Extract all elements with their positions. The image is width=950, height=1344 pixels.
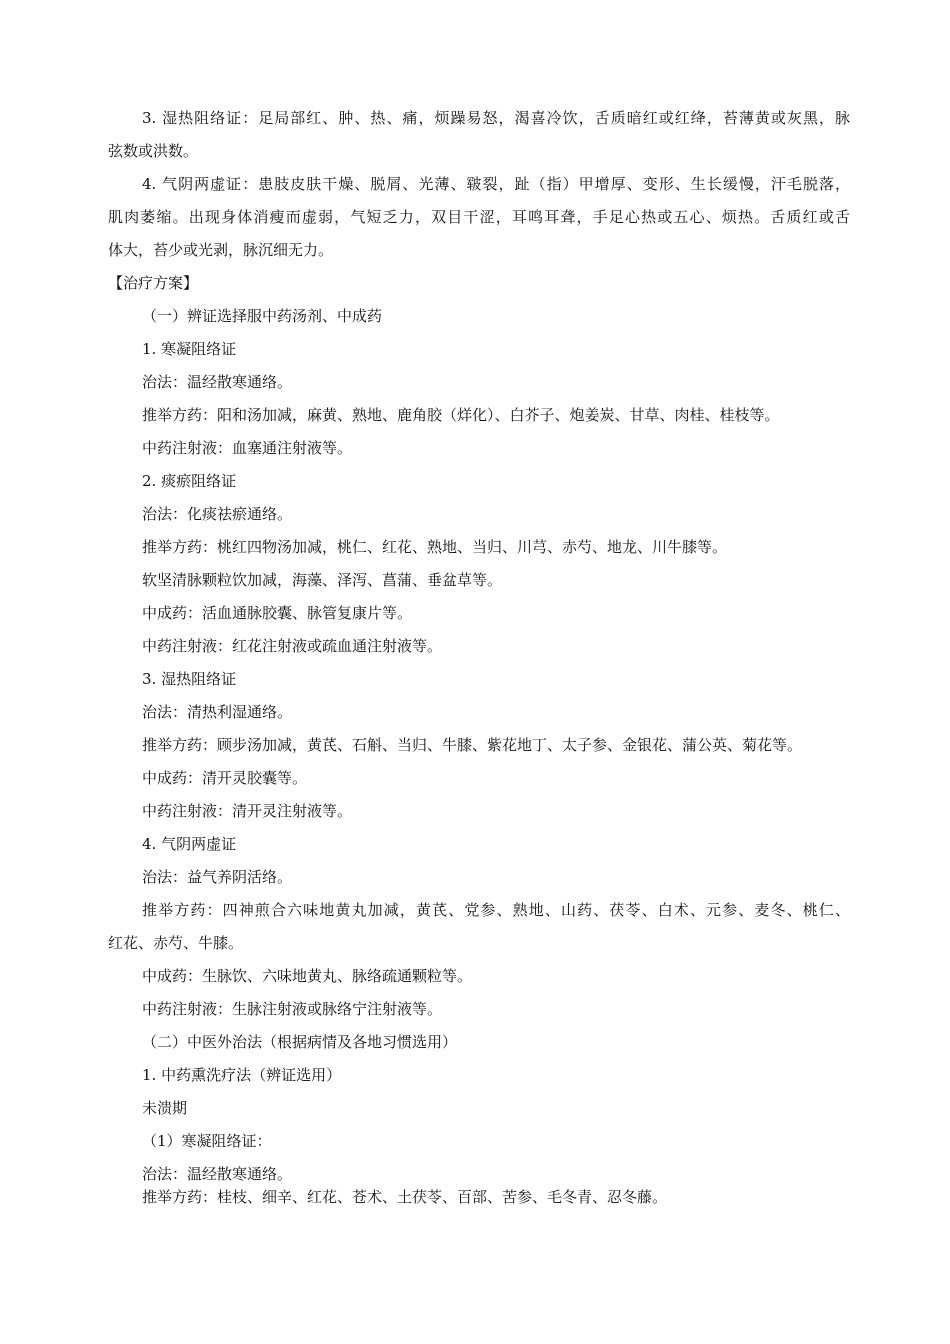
pattern-heading: （1）寒凝阻络证： — [142, 1132, 272, 1150]
pattern-heading: 2. 痰瘀阻络证 — [142, 472, 237, 490]
recommended-prescription: 推举方药：桃红四物汤加减，桃仁、红花、熟地、当归、川芎、赤芍、地龙、川牛膝等。 — [142, 538, 728, 556]
paragraph-shire-zuluo-line-2: 弦数或洪数。 — [108, 142, 199, 160]
treatment-method: 治法：温经散寒通络。 — [142, 373, 293, 391]
injection-line: 中药注射液：红花注射液或疏血通注射液等。 — [142, 637, 443, 655]
subsection-heading: （二）中医外治法（根据病情及各地习惯选用） — [142, 1033, 458, 1051]
paragraph-qiyin-liangxu-line-3: 体大，苔少或光剥，脉沉细无力。 — [108, 241, 334, 259]
paragraph-qiyin-liangxu-line-1: 4. 气阴两虚证：患肢皮肤干燥、脱屑、光薄、皲裂，趾（指）甲增厚、变形、生长缓慢，汗毛脱落， — [142, 175, 850, 193]
stage-label: 未溃期 — [142, 1099, 188, 1117]
paragraph-shire-zuluo-line-1: 3. 湿热阻络证：足局部红、肿、热、痛，烦躁易怒，渴喜冷饮，舌质暗红或红绛，苔薄黄或灰黑，脉 — [142, 109, 850, 127]
pattern-heading: 3. 湿热阻络证 — [142, 670, 237, 688]
recommended-prescription: 推举方药：阳和汤加减，麻黄、熟地、鹿角胶（烊化）、白芥子、炮姜炭、甘草、肉桂、桂枝等。 — [142, 406, 780, 424]
patent-medicine-line: 中成药：活血通脉胶囊、脉管复康片等。 — [142, 604, 413, 622]
pattern-heading: 4. 气阴两虚证 — [142, 835, 237, 853]
treatment-method: 治法：化痰祛瘀通络。 — [142, 505, 293, 523]
patent-medicine-line: 中成药：生脉饮、六味地黄丸、脉络疏通颗粒等。 — [142, 967, 473, 985]
paragraph-qiyin-liangxu-line-2: 肌肉萎缩。出现身体消瘦而虚弱，气短乏力，双目干涩，耳鸣耳聋，手足心热或五心、烦热。舌质红或舌 — [108, 208, 850, 226]
recommended-prescription: 推举方药：桂枝、细辛、红花、苍术、土茯苓、百部、苦参、毛冬青、忍冬藤。 — [142, 1188, 668, 1206]
treatment-method: 治法：益气养阴活络。 — [142, 868, 293, 886]
subsection-heading: （一）辨证选择服中药汤剂、中成药 — [142, 307, 383, 325]
patent-medicine-line: 中成药：清开灵胶囊等。 — [142, 769, 308, 787]
prescription-line: 软坚清脉颗粒饮加减，海藻、泽泻、菖蒲、垂盆草等。 — [142, 571, 503, 589]
recommended-prescription-continued: 红花、赤芍、牛膝。 — [108, 934, 244, 952]
section-heading: 【治疗方案】 — [108, 274, 199, 292]
injection-line: 中药注射液：血塞通注射液等。 — [142, 439, 353, 457]
pattern-heading: 1. 寒凝阻络证 — [142, 340, 237, 358]
treatment-method: 治法：清热利湿通络。 — [142, 703, 293, 721]
injection-line: 中药注射液：生脉注射液或脉络宁注射液等。 — [142, 1000, 443, 1018]
external-therapy-heading: 1. 中药熏洗疗法（辨证选用） — [142, 1066, 342, 1084]
treatment-method: 治法：温经散寒通络。 — [142, 1165, 293, 1183]
injection-line: 中药注射液：清开灵注射液等。 — [142, 802, 353, 820]
recommended-prescription: 推举方药：四神煎合六味地黄丸加减，黄芪、党参、熟地、山药、茯苓、白术、元参、麦冬、桃仁、 — [142, 901, 850, 919]
recommended-prescription: 推举方药：顾步汤加减，黄芪、石斛、当归、牛膝、紫花地丁、太子参、金银花、蒲公英、菊花等。 — [142, 736, 803, 754]
